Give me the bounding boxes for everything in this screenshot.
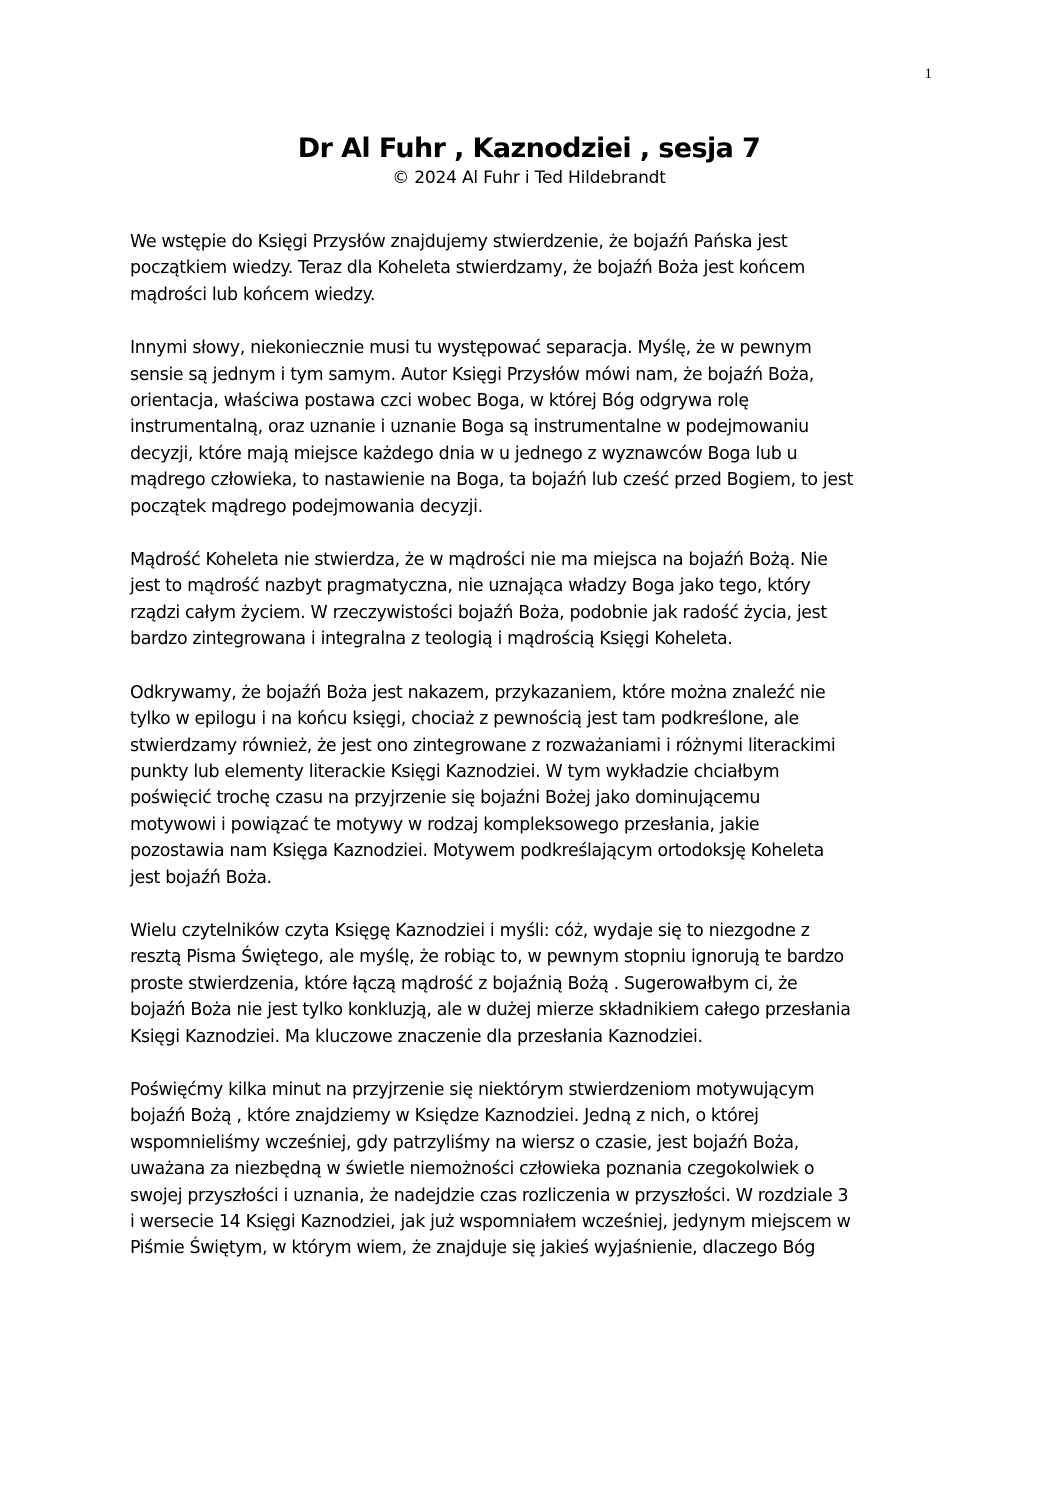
paragraph xyxy=(130,680,920,891)
text-line: bojaźń Boża nie jest tylko konkluzją, ale w dużej mierze składnikiem całego przesłania xyxy=(130,1000,851,1021)
text-line: orientacja, właściwa postawa czci wobec Boga, w której Bóg odgrywa rolę xyxy=(130,391,749,412)
text-line: stwierdzamy również, że jest ono zintegrowane z rozważaniami i różnymi literackimi xyxy=(130,735,836,756)
text-line: mądrego człowieka, to nastawienie na Boga, ta bojaźń lub cześć przed Bogiem, to jest xyxy=(130,470,853,491)
text-line: poświęcić trochę czasu na przyjrzenie się bojaźni Bożej jako dominującemu xyxy=(130,788,760,809)
text-line: Piśmie Świętym, w którym wiem, że znajduje się jakieś wyjaśnienie, dlaczego Bóg xyxy=(130,1238,816,1259)
document-body xyxy=(130,229,920,1289)
copyright-line: © 2024 Al Fuhr i Ted Hildebrandt xyxy=(392,168,666,188)
text-line: jest to mądrość nazbyt pragmatyczna, nie uznająca władzy Boga jako tego, który xyxy=(130,576,811,597)
paragraph xyxy=(130,1077,920,1262)
text-line: Poświęćmy kilka minut na przyjrzenie się niektórym stwierdzeniom motywującym xyxy=(130,1079,815,1100)
text-line: Wielu czytelników czyta Księgę Kaznodziei i myśli: cóż, wydaje się to niezgodne z xyxy=(130,920,810,941)
text-line: sensie są jednym i tym samym. Autor Księgi Przysłów mówi nam, że bojaźń Boża, xyxy=(130,364,814,385)
text-line: resztą Pisma Świętego, ale myślę, że robiąc to, w pewnym stopniu ignorują te bardzo xyxy=(130,947,844,968)
text-line: decyzji, które mają miejsce każdego dnia w u jednego z wyznawców Boga lub u xyxy=(130,443,798,464)
text-line: bardzo zintegrowana i integralna z teologią i mądrością Księgi Koheleta. xyxy=(130,629,733,650)
text-line: i wersecie 14 Księgi Kaznodziei, jak już wspomniałem wcześniej, jedynym miejscem w xyxy=(130,1212,851,1232)
text-line: uważana za niezbędną w świetle niemożności człowieka poznania czegokolwiek o xyxy=(130,1159,815,1180)
text-line: We wstępie do Księgi Przysłów znajdujemy stwierdzenie, że bojaźń Pańska jest xyxy=(130,232,788,252)
text-line: Odkrywamy, że bojaźń Boża jest nakazem, przykazaniem, które można znaleźć nie xyxy=(130,682,826,703)
text-line: Innymi słowy, niekoniecznie musi tu występować separacja. Myślę, że w pewnym xyxy=(130,338,812,359)
text-line: pozostawia nam Księga Kaznodziei. Motywem podkreślającym ortodoksję Koheleta xyxy=(130,841,824,862)
text-line: początkiem wiedzy. Teraz dla Koheleta stwierdzamy, że bojaźń Boża jest końcem xyxy=(130,258,805,279)
document-title: Dr Al Fuhr , Kaznodziei , sesja 7 xyxy=(297,133,761,164)
text-line: proste stwierdzenia, które łączą mądrość z bojaźnią Bożą . Sugerowałbym ci, że xyxy=(130,973,798,994)
paragraph xyxy=(130,229,920,308)
text-line: tylko w epilogu i na końcu księgi, chociaż z pewnością jest tam podkreślone, ale xyxy=(130,709,799,730)
text-line: mądrości lub końcem wiedzy. xyxy=(130,284,376,305)
text-line: początek mądrego podejmowania decyzji. xyxy=(130,496,483,517)
text-line: rządzi całym życiem. W rzeczywistości bojaźń Boża, podobnie jak radość życia, jest xyxy=(130,602,827,623)
text-line: instrumentalną, oraz uznanie i uznanie Boga są instrumentalne w podejmowaniu xyxy=(130,417,809,438)
document-header xyxy=(0,131,1058,189)
paragraph xyxy=(130,335,920,520)
paragraph xyxy=(130,547,920,653)
text-line: punkty lub elementy literackie Księgi Kaznodziei. W tym wykładzie chciałbym xyxy=(130,761,780,782)
text-line: swojej przyszłości i uznania, że nadejdzie czas rozliczenia w przyszłości. W rozdziale 3 xyxy=(130,1185,849,1206)
text-line: jest bojaźń Boża. xyxy=(130,867,272,888)
paragraph xyxy=(130,918,920,1050)
text-line: Mądrość Koheleta nie stwierdza, że w mądrości nie ma miejsca na bojaźń Bożą. Nie xyxy=(130,550,828,571)
text-line: bojaźń Bożą , które znajdziemy w Księdze Kaznodziei. Jedną z nich, o której xyxy=(130,1106,759,1127)
text-line: wspomnieliśmy wcześniej, gdy patrzyliśmy na wiersz o czasie, jest bojaźń Boża, xyxy=(130,1132,799,1153)
page-number: 1 xyxy=(924,66,932,82)
text-line: Księgi Kaznodziei. Ma kluczowe znaczenie dla przesłania Kaznodziei. xyxy=(130,1026,703,1047)
text-line: motywowi i powiązać te motywy w rodzaj kompleksowego przesłania, jakie xyxy=(130,814,760,835)
